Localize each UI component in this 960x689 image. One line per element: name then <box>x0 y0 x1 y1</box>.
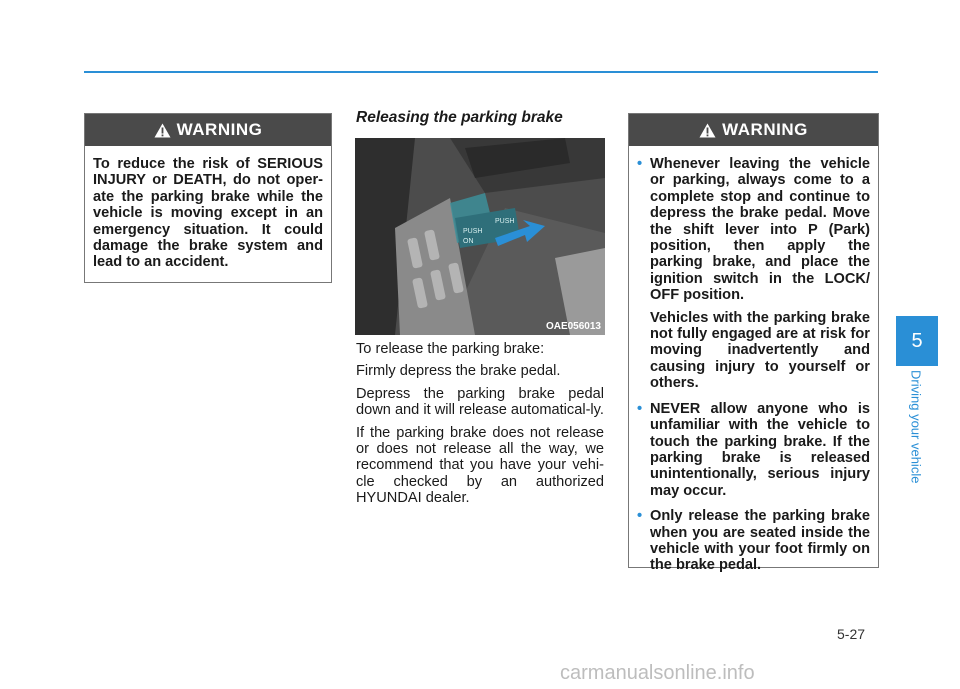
paragraph: Depress the parking brake pedal down and it will release automatical-ly. <box>356 385 604 419</box>
warning-bullet-text: Only release the parking brake when you are seated inside the vehicle with your foot firmly on the brake pedal. <box>650 508 870 574</box>
top-rule <box>84 71 878 73</box>
warning-header <box>85 114 331 146</box>
warning-bullet <box>637 401 870 499</box>
warning-box-right <box>628 113 879 574</box>
warning-bullet <box>637 508 870 574</box>
paragraph: Firmly depress the brake pedal. <box>356 363 561 380</box>
page-number: 5-27 <box>837 626 866 642</box>
parking-brake-figure <box>355 138 605 335</box>
warning-bullet <box>637 156 870 392</box>
watermark: carmanualsonline.info <box>560 662 755 684</box>
paragraph: To release the parking brake: <box>356 341 545 357</box>
figure-label-on: ON <box>463 238 474 245</box>
chapter-tab: 5 <box>896 316 938 366</box>
warning-bullet-subtext: Vehicles with the parking brake not fully engaged are at risk for moving inadvertently and causing injury to yourself or others. <box>650 309 870 392</box>
paragraph: If the parking brake does not release or does not release all the way, we recommend that you have your vehi-cle checked by an authorized HYUNDAI dealer. <box>356 424 604 507</box>
warning-box-left <box>84 113 332 283</box>
warning-bullet-text: Whenever leaving the vehicle or parking, always come to a complete stop and continue to depress the brake pedal. Move the shift lever into P (Park) position, then apply the parking brake, and place the ignition switch in the LOCK/ OFF position. <box>650 156 870 304</box>
warning-text: To reduce the risk of SERIOUS INJURY or DEATH, do not oper-ate the parking brake while the vehicle is moving except in an emergency situation. It could damage the brake system and lead to an accident. <box>93 156 323 271</box>
warning-heading: WARNING <box>722 120 808 139</box>
warning-list <box>629 146 878 595</box>
chapter-label: Driving your vehicle <box>908 370 924 484</box>
warning-heading: WARNING <box>176 120 263 139</box>
warning-bullet-text: NEVER allow anyone who is unfamiliar with the vehicle to touch the parking brake. If the parking brake is released unintentionally, serious injury may occur. <box>650 400 870 499</box>
warning-triangle-icon <box>154 123 171 138</box>
section-title: Releasing the parking brake <box>356 109 563 126</box>
figure-label-push-right: PUSH <box>495 218 515 225</box>
warning-triangle-icon <box>699 123 716 138</box>
parking-brake-illustration <box>355 138 605 335</box>
body-text <box>356 341 604 513</box>
warning-header <box>629 114 878 146</box>
figure-code: OAE056013 <box>545 321 601 332</box>
figure-label-push: PUSH <box>463 228 483 235</box>
